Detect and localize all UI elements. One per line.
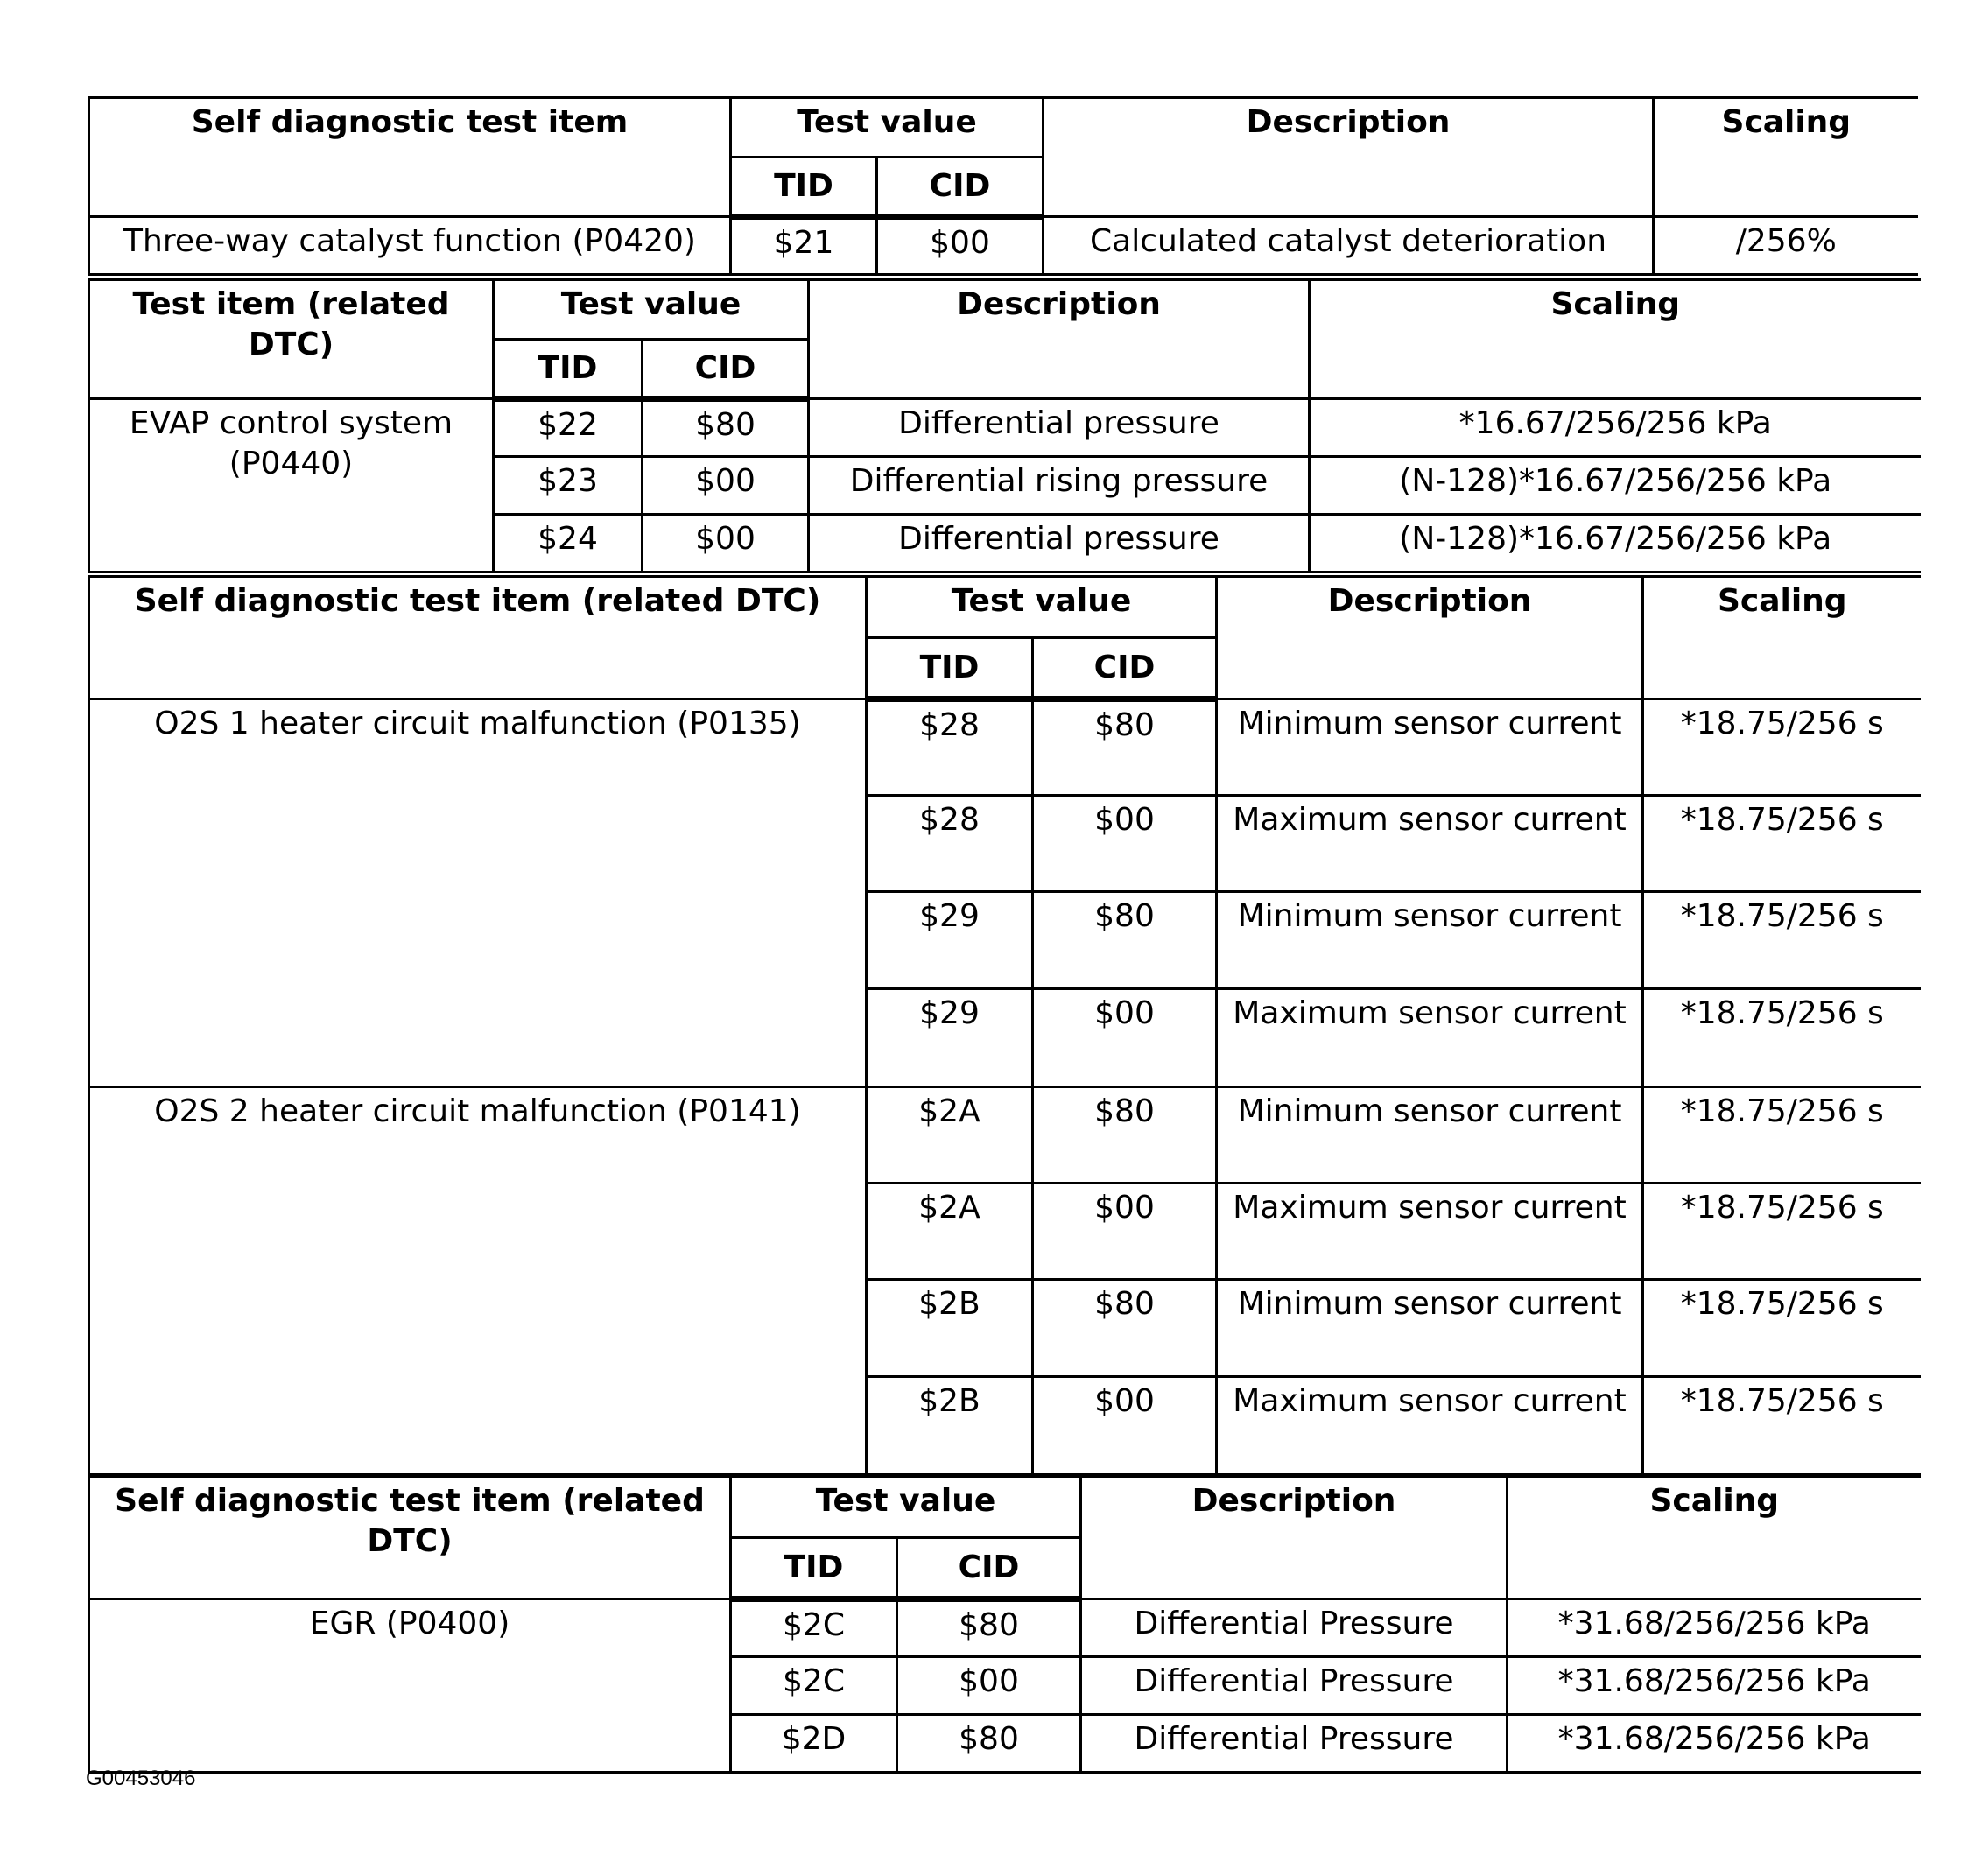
cid-cell: $80 bbox=[897, 1715, 1081, 1773]
scaling-cell: *18.75/256 s bbox=[1643, 1377, 1921, 1475]
header-description: Description bbox=[809, 280, 1310, 399]
test-item-cell: O2S 1 heater circuit malfunction (P0135) bbox=[89, 699, 867, 1087]
tid-cell: $29 bbox=[867, 989, 1033, 1087]
test-item-cell: EGR (P0400) bbox=[89, 1599, 731, 1773]
header-cid: CID bbox=[897, 1538, 1081, 1599]
test-item-cell: O2S 2 heater circuit malfunction (P0141) bbox=[89, 1087, 867, 1475]
description-cell: Minimum sensor current bbox=[1217, 1087, 1643, 1184]
cid-cell: $00 bbox=[877, 217, 1044, 275]
description-cell: Calculated catalyst deterioration bbox=[1044, 217, 1654, 275]
cid-cell: $00 bbox=[643, 515, 809, 573]
header-test-value: Test value bbox=[731, 98, 1044, 158]
diagnostic-table bbox=[88, 96, 1918, 276]
header-cid: CID bbox=[877, 158, 1044, 217]
cid-cell: $00 bbox=[1033, 1184, 1217, 1280]
scaling-cell: /256% bbox=[1654, 217, 1918, 275]
header-test-value: Test value bbox=[494, 280, 809, 340]
cid-cell: $80 bbox=[897, 1599, 1081, 1657]
header-description: Description bbox=[1081, 1477, 1508, 1599]
cid-cell: $80 bbox=[1033, 699, 1217, 796]
tid-cell: $2A bbox=[867, 1184, 1033, 1280]
cid-cell: $00 bbox=[1033, 1377, 1217, 1475]
description-cell: Differential Pressure bbox=[1081, 1657, 1508, 1715]
description-cell: Differential Pressure bbox=[1081, 1599, 1508, 1657]
header-description: Description bbox=[1044, 98, 1654, 217]
description-cell: Minimum sensor current bbox=[1217, 892, 1643, 989]
header-test-item: Test item (related DTC) bbox=[89, 280, 494, 399]
tid-cell: $24 bbox=[494, 515, 643, 573]
scaling-cell: *18.75/256 s bbox=[1643, 1184, 1921, 1280]
test-item-cell: Three-way catalyst function (P0420) bbox=[89, 217, 731, 275]
cid-cell: $80 bbox=[1033, 1087, 1217, 1184]
cid-cell: $80 bbox=[643, 399, 809, 457]
description-cell: Maximum sensor current bbox=[1217, 989, 1643, 1087]
scaling-cell: *18.75/256 s bbox=[1643, 892, 1921, 989]
figure-id-caption: G00453046 bbox=[86, 1767, 196, 1790]
header-tid: TID bbox=[494, 340, 643, 399]
table-row bbox=[89, 699, 1921, 796]
header-scaling: Scaling bbox=[1654, 98, 1918, 217]
description-cell: Minimum sensor current bbox=[1217, 1280, 1643, 1377]
cid-cell: $00 bbox=[1033, 989, 1217, 1087]
description-cell: Maximum sensor current bbox=[1217, 796, 1643, 892]
tid-cell: $22 bbox=[494, 399, 643, 457]
cid-cell: $00 bbox=[897, 1657, 1081, 1715]
table-row bbox=[89, 217, 1918, 275]
cid-cell: $80 bbox=[1033, 1280, 1217, 1377]
description-cell: Maximum sensor current bbox=[1217, 1184, 1643, 1280]
table-row bbox=[89, 399, 1921, 457]
diagnostic-table bbox=[88, 278, 1921, 573]
header-tid: TID bbox=[731, 158, 877, 217]
cid-cell: $00 bbox=[1033, 796, 1217, 892]
header-scaling: Scaling bbox=[1508, 1477, 1921, 1599]
scaling-cell: *16.67/256/256 kPa bbox=[1310, 399, 1921, 457]
tid-cell: $2A bbox=[867, 1087, 1033, 1184]
scaling-cell: *18.75/256 s bbox=[1643, 796, 1921, 892]
description-cell: Minimum sensor current bbox=[1217, 699, 1643, 796]
scaling-cell: *18.75/256 s bbox=[1643, 699, 1921, 796]
header-cid: CID bbox=[1033, 638, 1217, 699]
scaling-cell: *18.75/256 s bbox=[1643, 989, 1921, 1087]
description-cell: Differential rising pressure bbox=[809, 457, 1310, 515]
test-item-cell: EVAP control system (P0440) bbox=[89, 399, 494, 573]
table-row bbox=[89, 1599, 1921, 1657]
tid-cell: $2C bbox=[731, 1599, 897, 1657]
header-cid: CID bbox=[643, 340, 809, 399]
scaling-cell: (N-128)*16.67/256/256 kPa bbox=[1310, 457, 1921, 515]
header-test-value: Test value bbox=[867, 577, 1217, 638]
header-test-item: Self diagnostic test item bbox=[89, 98, 731, 217]
description-cell: Maximum sensor current bbox=[1217, 1377, 1643, 1475]
header-tid: TID bbox=[731, 1538, 897, 1599]
tid-cell: $2B bbox=[867, 1377, 1033, 1475]
tid-cell: $29 bbox=[867, 892, 1033, 989]
description-cell: Differential pressure bbox=[809, 515, 1310, 573]
tid-cell: $2B bbox=[867, 1280, 1033, 1377]
scaling-cell: (N-128)*16.67/256/256 kPa bbox=[1310, 515, 1921, 573]
cid-cell: $00 bbox=[643, 457, 809, 515]
scaling-cell: *31.68/256/256 kPa bbox=[1508, 1657, 1921, 1715]
header-test-value: Test value bbox=[731, 1477, 1081, 1538]
tid-cell: $28 bbox=[867, 699, 1033, 796]
scaling-cell: *18.75/256 s bbox=[1643, 1280, 1921, 1377]
header-test-item: Self diagnostic test item (related DTC) bbox=[89, 1477, 731, 1599]
scaling-cell: *31.68/256/256 kPa bbox=[1508, 1599, 1921, 1657]
header-scaling: Scaling bbox=[1310, 280, 1921, 399]
header-tid: TID bbox=[867, 638, 1033, 699]
diagnostic-table bbox=[88, 1475, 1921, 1774]
tid-cell: $2D bbox=[731, 1715, 897, 1773]
tid-cell: $28 bbox=[867, 796, 1033, 892]
description-cell: Differential Pressure bbox=[1081, 1715, 1508, 1773]
header-description: Description bbox=[1217, 577, 1643, 699]
scaling-cell: *18.75/256 s bbox=[1643, 1087, 1921, 1184]
cid-cell: $80 bbox=[1033, 892, 1217, 989]
tid-cell: $21 bbox=[731, 217, 877, 275]
diagnostic-table bbox=[88, 575, 1921, 1476]
tid-cell: $23 bbox=[494, 457, 643, 515]
description-cell: Differential pressure bbox=[809, 399, 1310, 457]
header-scaling: Scaling bbox=[1643, 577, 1921, 699]
table-row bbox=[89, 1087, 1921, 1184]
header-test-item: Self diagnostic test item (related DTC) bbox=[89, 577, 867, 699]
scaling-cell: *31.68/256/256 kPa bbox=[1508, 1715, 1921, 1773]
tid-cell: $2C bbox=[731, 1657, 897, 1715]
